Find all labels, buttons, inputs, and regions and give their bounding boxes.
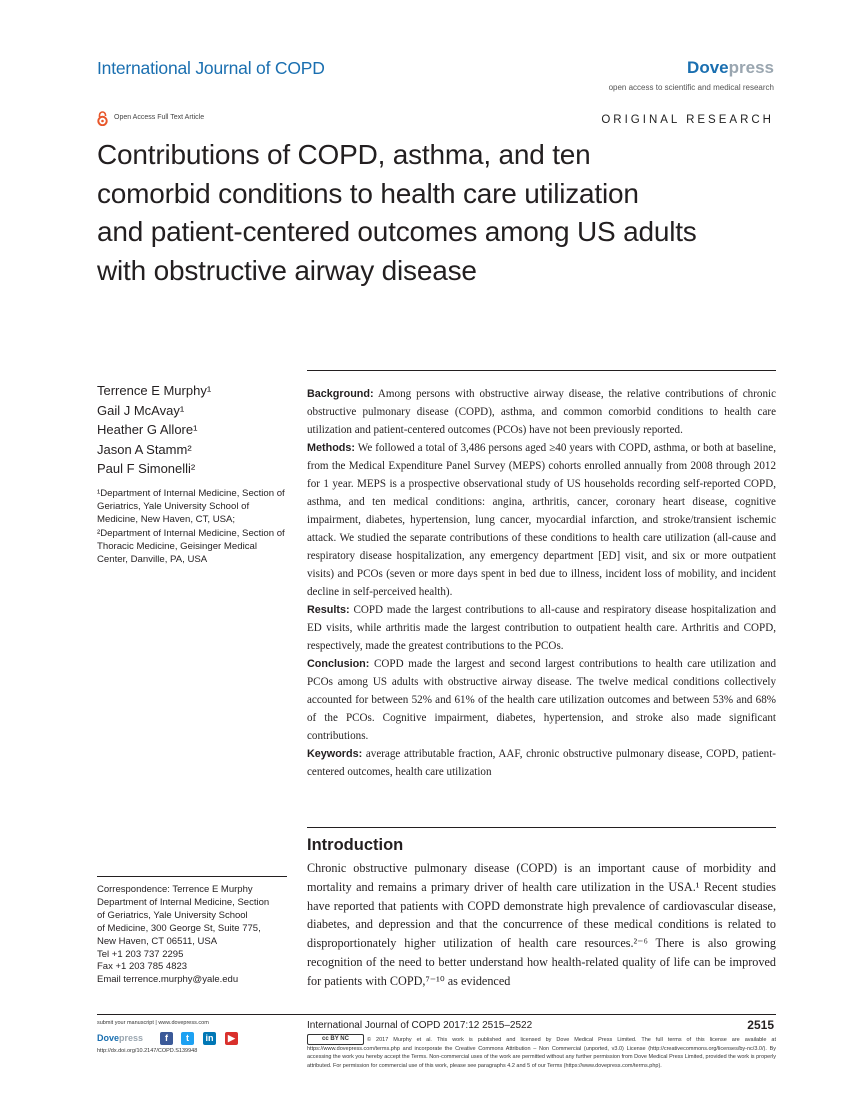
introduction-text bbox=[307, 859, 776, 991]
license-statement: © 2017 Murphy et al. This work is published and licensed by Dove Medical Press Limited. The full terms of this license are available at https://www.dovepress.com/terms.php and incorporate the Creative Commons Attribution – Non Commercial (unported, v3.0) License (http://creativecommons.org/licenses/by-nc/3.0/). By accessing the work you hereby accept the Terms. Non-commercial uses of the work are permitted without any further permission from Dove Medical Press Limited, provided the work is properly attributed. For permission for commercial use of this work, please see paragraphs 4.2 and 5 of our Terms (https://www.dovepress.com/terms.php). bbox=[307, 1036, 776, 1069]
article-title bbox=[97, 136, 777, 290]
abstract bbox=[307, 385, 776, 781]
publisher-name-part2: press bbox=[728, 58, 774, 77]
correspondence-email[interactable]: Email terrence.murphy@yale.edu bbox=[97, 974, 239, 986]
journal-citation: International Journal of COPD 2017:12 2515–2522 bbox=[307, 1020, 533, 1031]
footer-publisher-part1: Dove bbox=[97, 1033, 120, 1043]
youtube-icon[interactable]: ▶ bbox=[225, 1032, 238, 1045]
abstract-methods-label: Methods: bbox=[307, 442, 355, 454]
correspondence-line: Department of Internal Medicine, Section bbox=[97, 896, 270, 908]
correspondence-line: Correspondence: Terrence E Murphy bbox=[97, 884, 253, 895]
abstract-methods bbox=[307, 439, 776, 601]
author-name: Gail J McAvay¹ bbox=[97, 402, 185, 418]
introduction-paragraph: Chronic obstructive pulmonary disease (COPD) is an important cause of morbidity and mortality and remains a primary driver of health care utilization in the USA.¹ Recent studies have reported that patients with COPD demonstrate high prevalence of cardiovascular disease, diabetes, and depression and that the concurrence of these medical conditions is related to disproportionately higher utilization of health care resources.²⁻⁶ There is also growing recognition of the need to better understand how health-related quality of life can be improved for patients with COPD,⁷⁻¹⁰ as evidenced bbox=[307, 861, 776, 988]
open-access-label: Open Access Full Text Article bbox=[114, 114, 205, 121]
abstract-results-text: COPD made the largest contributions to all-cause and respiratory disease hospitalization and ED visits, while arthritis made the largest contribution to outpatient health care. Arthritis and COPD, respectively, made the greatest contributions to the PCOs. bbox=[307, 604, 776, 652]
publisher-logo bbox=[687, 58, 774, 78]
cc-license-badge[interactable]: cc BY NC bbox=[307, 1034, 364, 1045]
publisher-tagline: open access to scientific and medical research bbox=[608, 83, 774, 92]
publisher-name-part1: Dove bbox=[687, 58, 729, 77]
linkedin-icon[interactable]: in bbox=[203, 1032, 216, 1045]
abstract-conclusion-text: COPD made the largest and second largest contributions to health care utilization and PCOs among US adults with obstructive airway disease. The twelve medical conditions collectively accounted for between 52% and 61% of the health care utilization outcomes and between 53% and 68% of the PCOs. Cognitive impairment, diabetes, hypertension, and stroke also made significant contributions. bbox=[307, 658, 776, 742]
abstract-background-text: Among persons with obstructive airway disease, the relative contributions of chronic obstructive pulmonary disease (COPD), asthma, and common comorbid conditions to health care utilization and patient-centered outcomes (PCOs) have not been previously reported. bbox=[307, 388, 776, 436]
abstract-conclusion-label: Conclusion: bbox=[307, 658, 370, 670]
footer-publisher-part2: press bbox=[119, 1033, 144, 1043]
author-list bbox=[97, 381, 297, 479]
title-line: with obstructive airway disease bbox=[97, 254, 477, 286]
abstract-bottom-rule bbox=[307, 827, 776, 828]
doi-link[interactable]: http://dx.doi.org/10.2147/COPD.S139948 bbox=[97, 1048, 198, 1054]
footer-publisher-logo bbox=[97, 1033, 143, 1043]
abstract-top-rule bbox=[307, 370, 776, 371]
twitter-icon[interactable]: t bbox=[181, 1032, 194, 1045]
affiliations: ¹Department of Internal Medicine, Section of Geriatrics, Yale University School of Medicine, New Haven, CT, USA; ²Department of Internal Medicine, Section of Thoracic Medicine, Geisinger Medical Center, Danville, PA, USA bbox=[97, 488, 285, 566]
abstract-conclusion bbox=[307, 655, 776, 745]
title-line: and patient-centered outcomes among US adults bbox=[97, 216, 697, 247]
abstract-results bbox=[307, 601, 776, 655]
abstract-results-label: Results: bbox=[307, 604, 350, 616]
correspondence-line: New Haven, CT 06511, USA bbox=[97, 935, 218, 947]
title-line: Contributions of COPD, asthma, and ten bbox=[97, 139, 591, 170]
facebook-icon[interactable]: f bbox=[160, 1032, 173, 1045]
author-name: Terrence E Murphy¹ bbox=[97, 383, 212, 398]
abstract-keywords bbox=[307, 745, 776, 781]
correspondence-rule bbox=[97, 876, 287, 877]
footer-rule bbox=[97, 1014, 776, 1015]
article-type: ORIGINAL RESEARCH bbox=[601, 114, 774, 126]
correspondence-line: of Medicine, 300 George St, Suite 775, bbox=[97, 922, 261, 934]
abstract-background bbox=[307, 385, 776, 439]
abstract-background-label: Background: bbox=[307, 388, 374, 400]
keywords-label: Keywords: bbox=[307, 748, 363, 760]
correspondence bbox=[97, 884, 292, 987]
journal-name: International Journal of COPD bbox=[97, 58, 325, 78]
title-line: comorbid conditions to health care utilization bbox=[97, 177, 639, 209]
license-text bbox=[307, 1034, 776, 1070]
author-name: Heather G Allore¹ bbox=[97, 422, 198, 437]
correspondence-line: Tel +1 203 737 2295 bbox=[97, 948, 184, 960]
correspondence-line: of Geriatrics, Yale University School bbox=[97, 909, 248, 921]
correspondence-line: Fax +1 203 785 4823 bbox=[97, 961, 188, 973]
abstract-methods-text: We followed a total of 3,486 persons aged ≥40 years with COPD, asthma, or both at baseline, from the Medical Expenditure Panel Survey (MEPS) cohorts enrolled annually from 2008 through 2012 for 1 year. MEPS is a prospective observational study of US households recording self-reported COPD, asthma, and ten medical conditions: angina, arthritis, cancer, coronary heart disease, cognitive impairment, diabetes, hypertension, lung cancer, myocardial infarction, and stroke/transient ischemic attack. We studied the separate contributions of these conditions to health care utilization (all-cause and respiratory disease hospitalization, any emergency department [ED] visit, and six or more outpatient visits) and PCOs (seven or more days spent in bed due to illness, incident loss of mobility, and incident decline in self-perceived health). bbox=[307, 442, 776, 598]
submit-manuscript-link[interactable]: submit your manuscript | www.dovepress.com bbox=[97, 1020, 209, 1026]
author-name: Paul F Simonelli² bbox=[97, 461, 196, 476]
author-name: Jason A Stamm² bbox=[97, 441, 192, 457]
keywords-text: average attributable fraction, AAF, chronic obstructive pulmonary disease, COPD, patient-centered outcomes, health care utilization bbox=[307, 748, 776, 778]
page-number: 2515 bbox=[747, 1018, 774, 1032]
open-access-icon bbox=[97, 111, 108, 126]
introduction-heading: Introduction bbox=[307, 836, 404, 854]
